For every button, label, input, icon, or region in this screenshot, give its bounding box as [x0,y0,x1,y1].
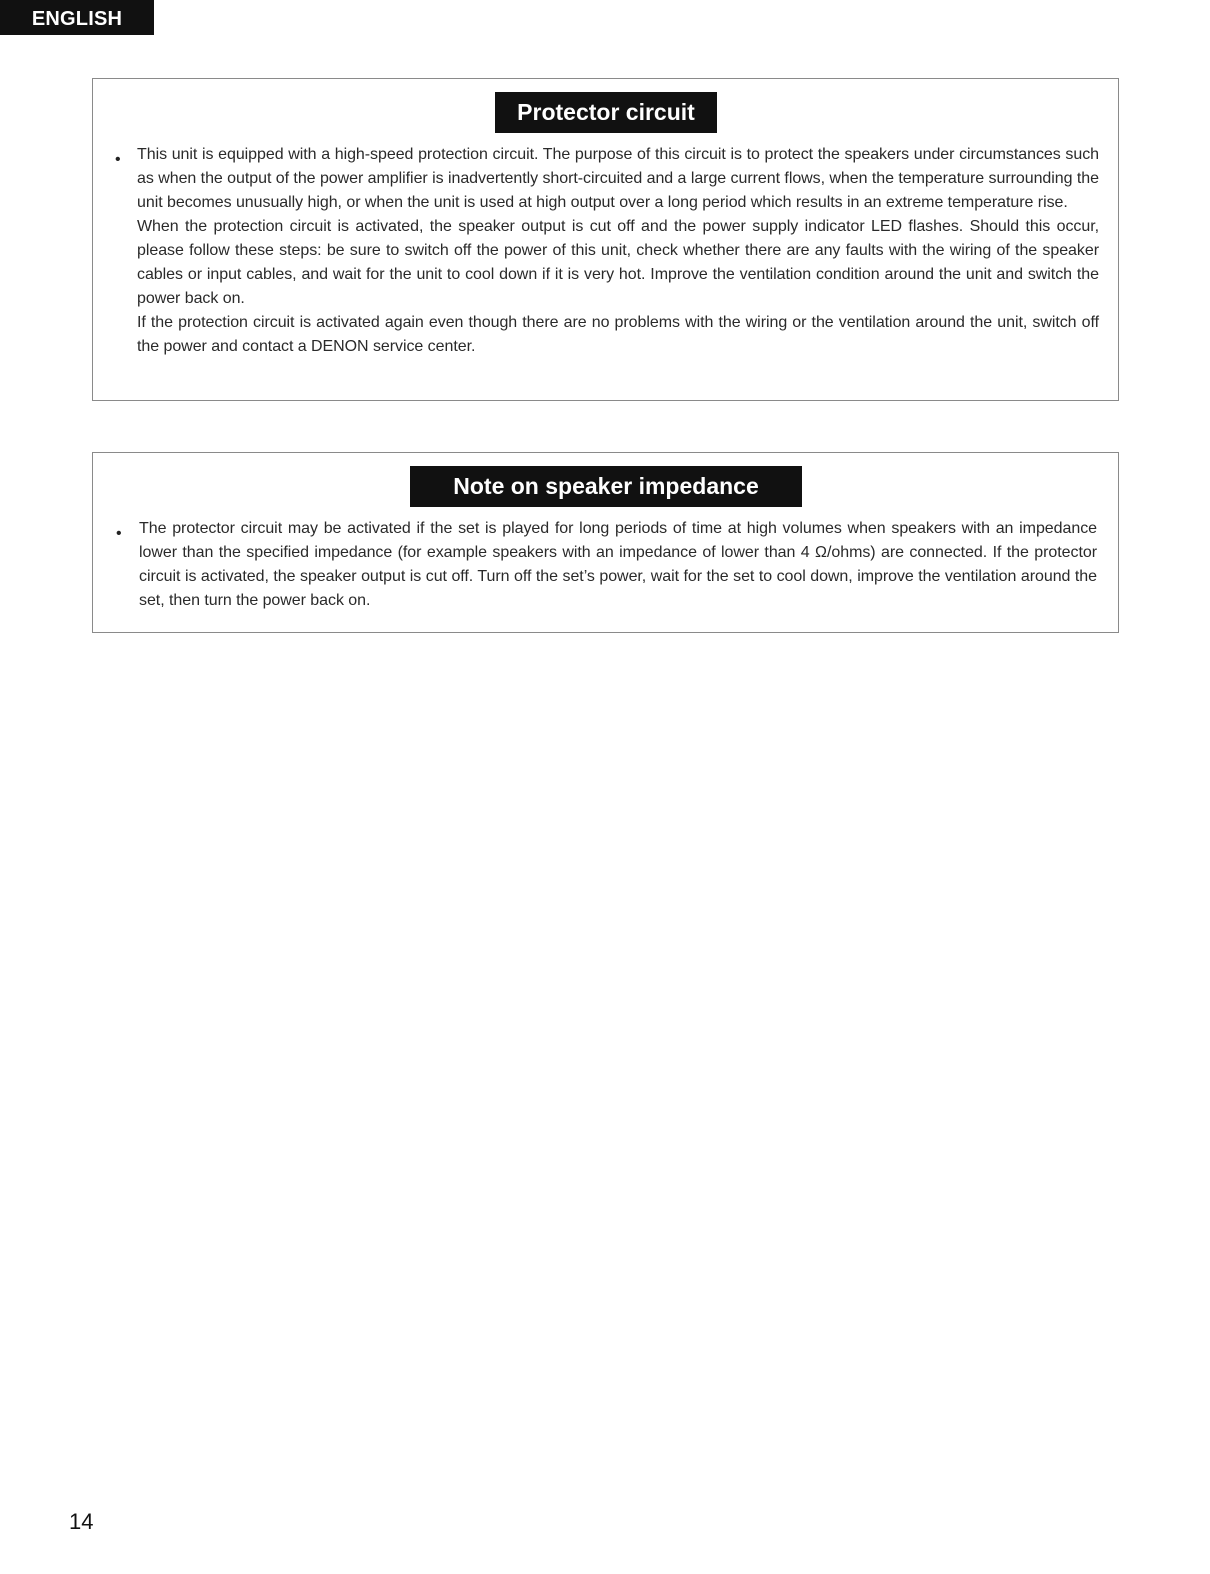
protector-paragraph-2: When the protection circuit is activated, the speaker output is cut off and the power supply indicator LED flashes. Should this occur, please follow these steps: be sure to switch off the power of this unit, check whether there are any faults with the wiring of the speaker cables or input cables, and wait for the unit to cool down if it is very hot. Improve the ventilation condition around the unit and switch the power back on. [137,218,1099,307]
section-title-protector: Protector circuit [495,92,717,133]
protector-body [137,143,1099,359]
protector-circuit-section [92,78,1119,401]
page-number: 14 [69,1509,94,1534]
impedance-paragraph-1: The protector circuit may be activated if the set is played for long periods of time at high volumes when speakers with an impedance lower than the specified impedance (for example speakers with an impedance of lower than 4 Ω/ohms) are connected. If the protector circuit is activated, the speaker output is cut off. Turn off the set’s power, wait for the set to cool down, improve the ventilation around the set, then turn the power back on. [139,520,1097,609]
section-title-impedance: Note on speaker impedance [410,466,802,507]
protector-paragraph-1: This unit is equipped with a high-speed protection circuit. The purpose of this circuit is to protect the speakers under circumstances such as when the output of the power amplifier is inadvertently short-circuited and a large current flows, when the temperature surrounding the unit becomes unusually high, or when the unit is used at high output over a long period which results in an extreme temperature rise. [137,146,1099,211]
bullet-icon: • [115,151,121,168]
bullet-icon: • [116,525,122,542]
language-tab [0,0,154,35]
speaker-impedance-section [92,452,1119,633]
protector-paragraph-3: If the protection circuit is activated again even though there are no problems with the wiring or the ventilation around the unit, switch off the power and contact a DENON service center. [137,314,1099,355]
language-tab-label: ENGLISH [31,8,123,30]
impedance-body [139,517,1097,613]
